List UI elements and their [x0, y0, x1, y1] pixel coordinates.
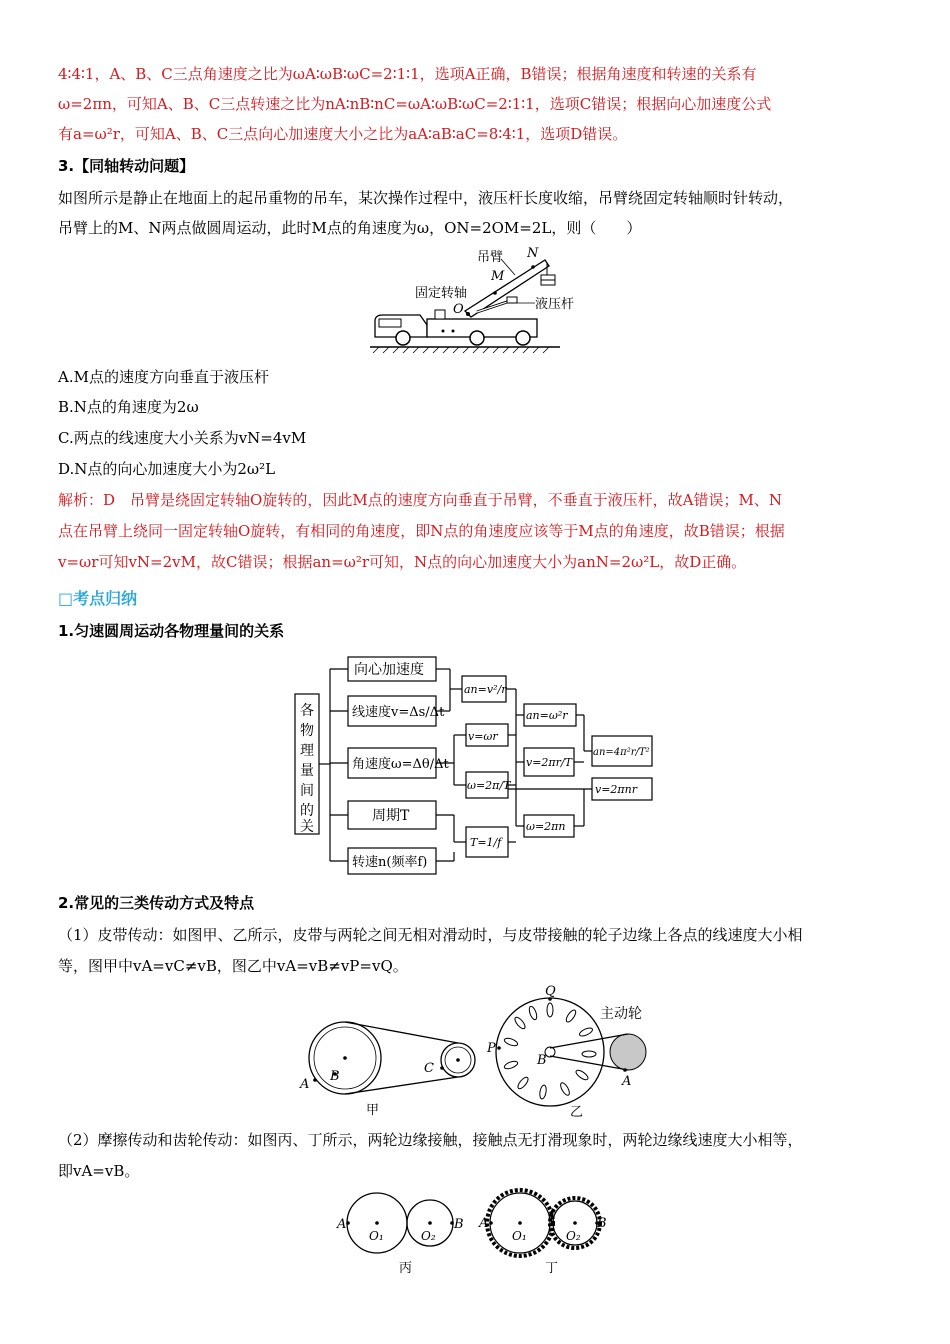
friction-figure-bing — [335, 1190, 470, 1280]
point-n-label: N — [527, 246, 539, 261]
belt-figure-jia — [290, 1010, 490, 1125]
answer-text-line-1: 4∶4∶1，A、B、C三点角速度之比为ωA∶ωB∶ωC=2∶1∶1，选项A正确，B错误；根据角速度和转速的关系有 — [58, 65, 757, 83]
label-p: P — [487, 1041, 496, 1056]
option-d: D.N点的向心加速度大小为2ω²L — [58, 460, 276, 478]
diagram-root-char: 的 — [300, 803, 314, 819]
label-o1: O₁ — [512, 1229, 527, 1243]
diagram-root-char: 关 — [300, 819, 314, 835]
label-o2: O₂ — [421, 1229, 436, 1243]
relationship-diagram — [290, 652, 660, 884]
arm-label: 吊臂 — [477, 250, 504, 265]
diagram-item-linear-velocity: 线速度v=Δs/Δt — [352, 705, 445, 720]
figure-caption-yi: 乙 — [570, 1105, 584, 1120]
figure-caption-jia: 甲 — [366, 1103, 380, 1118]
formula-an-4pi2r-t2: an=4π²r/T² — [593, 747, 650, 758]
option-c: C.两点的线速度大小关系为vN=4vM — [58, 429, 307, 447]
question-title: 3.【同轴转动问题】 — [58, 157, 195, 175]
diagram-item-speed: 转速n(频率f) — [352, 855, 428, 870]
analysis-line-3: v=ωr可知vN=2vM，故C错误；根据an=ω²r可知，N点的向心加速度大小为anN=2ω²L，故D正确。 — [58, 553, 747, 571]
formula-v-2pir-t: v=2πr/T — [526, 756, 572, 769]
label-c: C — [424, 1061, 434, 1076]
diagram-root-char: 间 — [300, 783, 314, 799]
label-q: Q — [545, 984, 556, 999]
question-stem-1: 如图所示是静止在地面上的起吊重物的吊车，某次操作过程中，液压杆长度收缩，吊臂绕固定转轴顺时针转动， — [58, 189, 794, 207]
label-a: A — [337, 1217, 347, 1232]
diagram-root-char: 理 — [300, 743, 314, 759]
diagram-root-label: 各 — [300, 703, 314, 719]
diagram-item-centripetal: 向心加速度 — [354, 662, 424, 678]
figure-caption-ding: 丁 — [545, 1261, 559, 1276]
belt-figure-yi — [485, 982, 665, 1122]
belt-text-1: （1）皮带传动：如图甲、乙所示，皮带与两轮之间无相对滑动时，与皮带接触的轮子边缘上各点的线速度大小相 — [58, 926, 803, 944]
gear-figure-ding — [475, 1186, 625, 1281]
diagram-root-char: 量 — [300, 763, 314, 779]
label-a: A — [300, 1077, 310, 1092]
formula-t-1-f: T=1/f — [470, 836, 502, 849]
formula-omega-2pi-t: ω=2π/T — [467, 779, 511, 792]
subsection-2-title: 2.常见的三类传动方式及特点 — [58, 894, 255, 912]
subsection-1-title: 1.匀速圆周运动各物理量间的关系 — [58, 622, 285, 640]
analysis-line-2: 点在吊臂上绕同一固定转轴O旋转，有相同的角速度，即N点的角速度应该等于M点的角速度，故B错误；根据 — [58, 522, 785, 540]
diagram-item-angular-velocity: 角速度ω=Δθ/Δt — [352, 757, 449, 772]
crane-figure — [365, 245, 575, 355]
formula-an-omega2-r: an=ω²r — [526, 709, 568, 722]
answer-text-line-2: ω=2πn，可知A、B、C三点转速之比为nA∶nB∶nC=ωA∶ωB∶ωC=2∶1∶1，选项C错误；根据向心加速度公式 — [58, 95, 772, 113]
label-a: A — [622, 1074, 632, 1089]
label-a: A — [479, 1216, 489, 1231]
figure-caption-bing: 丙 — [399, 1261, 413, 1276]
option-b: B.N点的角速度为2ω — [58, 398, 199, 416]
belt-text-2: 等，图甲中vA=vC≠vB，图乙中vA=vB≠vP=vQ。 — [58, 957, 408, 975]
label-o1: O₁ — [369, 1229, 384, 1243]
label-b: B — [537, 1053, 547, 1068]
friction-text-1: （2）摩擦传动和齿轮传动：如图丙、丁所示，两轮边缘接触，接触点无打滑现象时，两轮边缘线速度大小相等， — [58, 1131, 803, 1149]
point-o-label: O — [453, 302, 464, 317]
formula-an-v2-r: an=v²/r — [464, 683, 507, 696]
formula-omega-2pin: ω=2πn — [526, 820, 566, 833]
axis-label: 固定转轴 — [415, 286, 468, 301]
answer-text-line-3: 有a=ω²r，可知A、B、C三点向心加速度大小之比为aA∶aB∶aC=8∶4∶1，选项D错误。 — [58, 125, 628, 143]
formula-v-omega-r: v=ωr — [468, 730, 498, 743]
friction-text-2: 即vA=vB。 — [58, 1162, 140, 1180]
point-m-label: M — [491, 269, 505, 284]
question-stem-2: 吊臂上的M、N两点做圆周运动，此时M点的角速度为ω，ON=2OM=2L，则（ ） — [58, 219, 642, 237]
label-b: B — [597, 1216, 607, 1231]
analysis-line-1: 解析：D 吊臂是绕固定转轴O旋转的，因此M点的速度方向垂直于吊臂，不垂直于液压杆，故A错误；M、N — [58, 491, 783, 509]
label-o2: O₂ — [566, 1229, 581, 1243]
formula-v-2pinr: v=2πnr — [595, 783, 638, 796]
drive-wheel-label: 主动轮 — [600, 1006, 642, 1022]
label-b: B — [330, 1069, 340, 1084]
section-heading: □考点归纳 — [58, 589, 138, 608]
diagram-root-char: 物 — [300, 723, 314, 739]
rod-label: 液压杆 — [535, 297, 575, 312]
diagram-item-period: 周期T — [372, 808, 410, 824]
label-b: B — [454, 1217, 464, 1232]
option-a: A.M点的速度方向垂直于液压杆 — [58, 368, 269, 386]
